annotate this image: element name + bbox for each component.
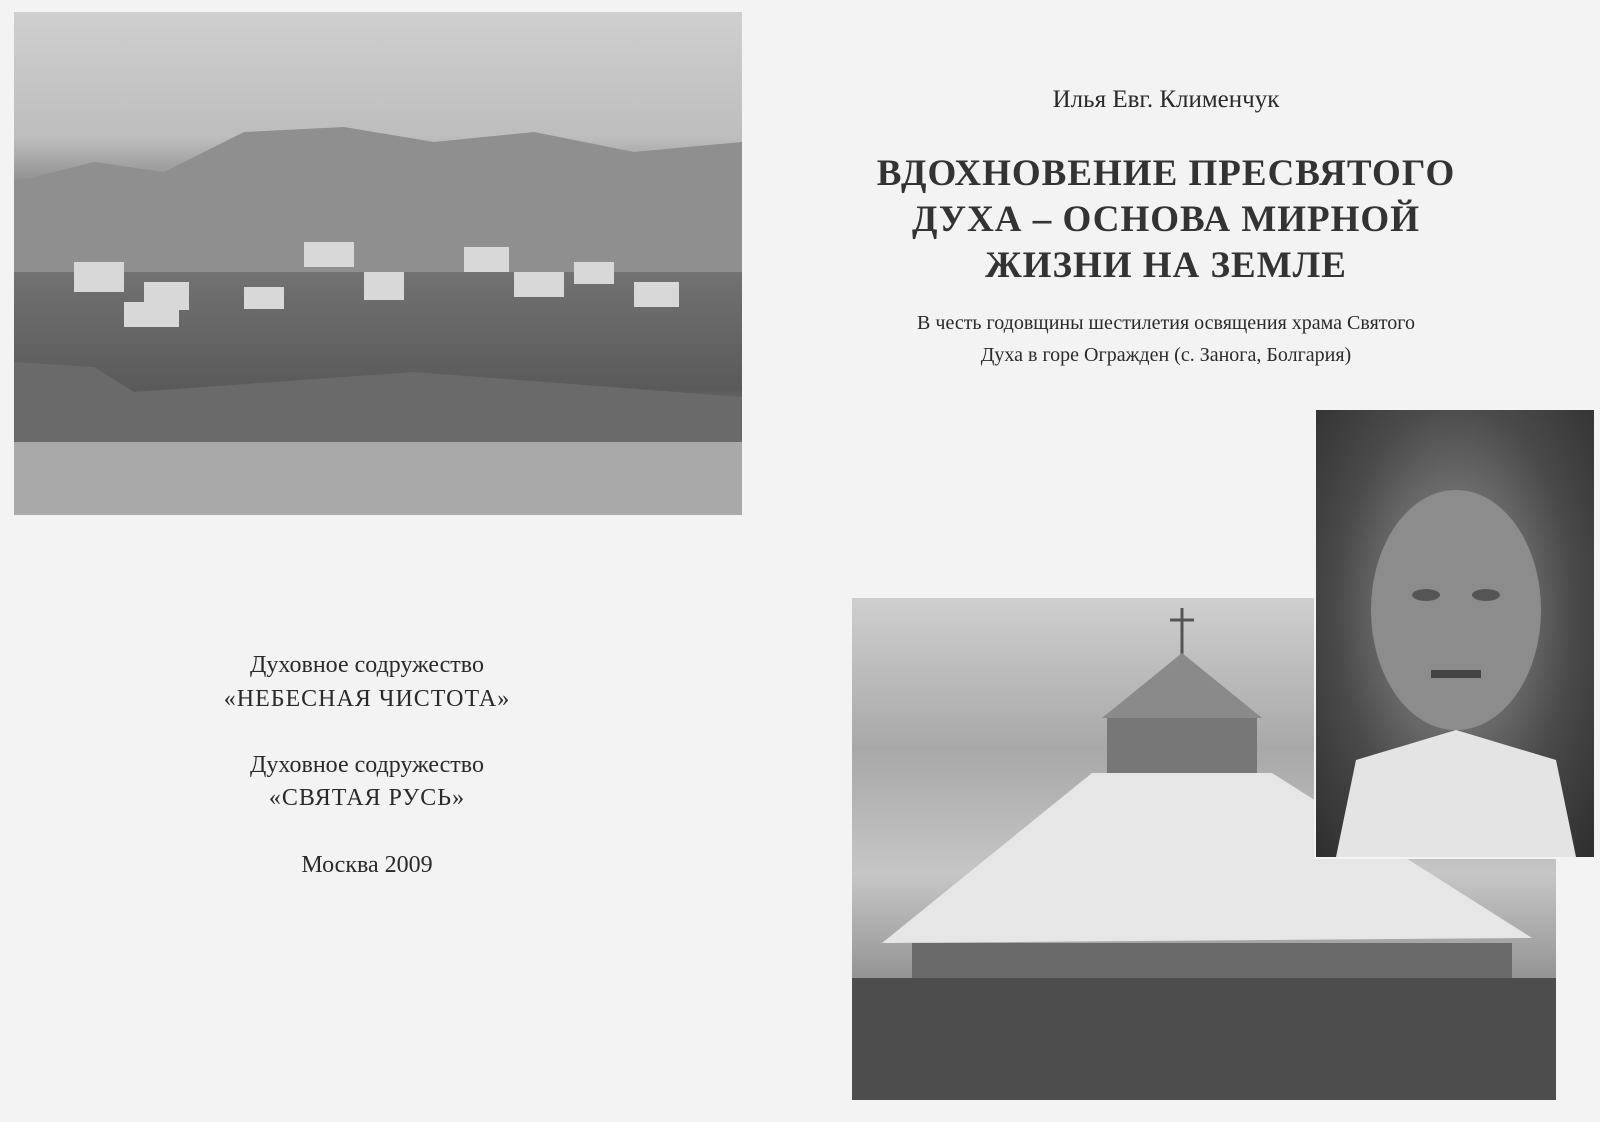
title-line-1: ВДОХНОВЕНИЕ ПРЕСВЯТОГО	[876, 153, 1456, 194]
author-name: Илья Евг. Клименчук	[1052, 86, 1280, 113]
title-line-2: ДУХА – ОСНОВА МИРНОЙ	[912, 199, 1420, 240]
author-portrait-photo	[1314, 408, 1596, 859]
imprint-city-year: Москва 2009	[301, 852, 433, 878]
publisher-1-name: «НЕБЕСНАЯ ЧИСТОТА»	[223, 686, 511, 712]
subtitle-line-2: Духа в горе Огражден (с. Занога, Болгария)	[980, 344, 1352, 366]
village-landscape-photo	[14, 12, 742, 515]
subtitle-line-1: В честь годовщины шестилетия освящения храма Святого	[917, 312, 1415, 334]
publisher-2-name: «СВЯТАЯ РУСЬ»	[268, 785, 466, 811]
portrait-illustration	[1316, 410, 1594, 857]
village-illustration	[14, 12, 742, 515]
publisher-2-label: Духовное содружество	[250, 752, 484, 778]
publisher-1-label: Духовное содружество	[250, 652, 484, 678]
title-line-3: ЖИЗНИ НА ЗЕМЛЕ	[985, 245, 1347, 286]
